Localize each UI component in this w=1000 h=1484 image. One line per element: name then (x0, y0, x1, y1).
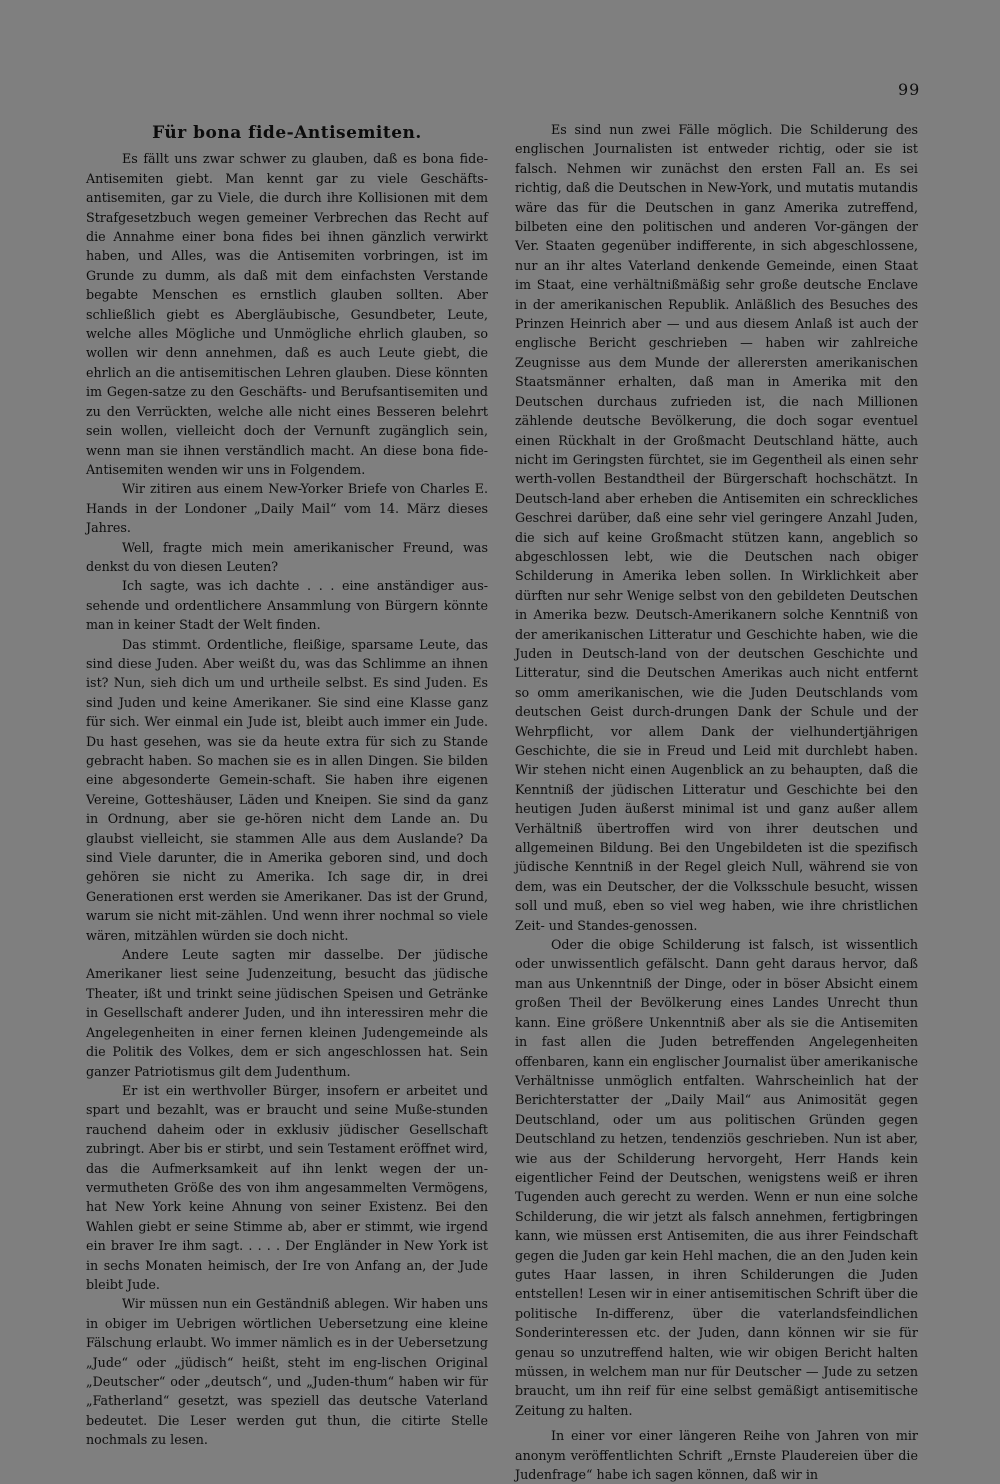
page-number: 99 (898, 80, 921, 99)
paragraph: Wir zitiren aus einem New-Yorker Briefe von Charles E. Hands in der Londoner „Daily Mail“ vom 14. März dieses Jahres. (86, 481, 488, 536)
column-divider (501, 180, 502, 1280)
paragraph: Well, fragte mich mein amerikanischer Freund, was denkst du von diesen Leuten? (86, 539, 488, 574)
paragraph: In einer vor einer längeren Reihe von Jahren von mir anonym veröffentlichten Schrift „Ernste Plaudereien über die Judenfrage“ habe ich sagen können, daß wir in (515, 1428, 918, 1483)
left-column (86, 120, 488, 1450)
paragraph: Andere Leute sagten mir dasselbe. Der jüdische Amerikaner liest seine Judenzeitung, besucht das jüdische Theater, ißt und trinkt seine jüdischen Speisen und Getränke in Gesellschaft anderer Juden, und ihn interessiren mehr die Angelegenheiten in einer fernen kleinen Judengemeinde als die Politik des Volkes, dem er sich angeschlossen hat. Sein ganzer Patriotismus gilt dem Judenthum. (86, 947, 488, 1079)
paragraph: Oder die obige Schilderung ist falsch, ist wissentlich oder unwissentlich gefälscht. Dann geht daraus hervor, daß man aus Unkenntniß der Dinge, oder in böser Absicht einem großen Theil der Bevölkerung eines Landes Unrecht thun kann. Eine größere Unkenntniß aber als sie die Antisemiten in fast allen die Juden betreffenden Angelegenheiten offenbaren, kann ein englischer Journalist über amerikanische Verhältnisse unmöglich entfalten. Wahrscheinlich hat der Berichterstatter der „Daily Mail“ aus Animosität gegen Deutschland, oder um aus politischen Gründen gegen Deutschland zu hetzen, tendenziös geschrieben. Nun ist aber, wie aus der Schilderung hervorgeht, Herr Hands kein eigentlicher Feind der Deutschen, wenigstens weiß er ihren Tugenden auch gerecht zu werden. Wenn er nun eine solche Schilderung, die wir jetzt als falsch annehmen, fertigbringen kann, wie müssen erst Antisemiten, die aus ihrer Feindschaft gegen die Juden gar kein Hehl machen, die an den Juden kein gutes Haar lassen, in ihren Schilderungen die Juden entstellen! Lesen wir in einer antisemitischen Schrift über die politische In-differenz, über die vaterlandsfeindlichen Sonderinteressen etc. der Juden, dann können wir sie für genau so unzutreffend halten, wie wir obigen Bericht halten müssen, in welchem man nur für Deutscher — Jude zu setzen braucht, um ihn reif für eine selbst gemäßigt antisemitische Zeitung zu halten. (515, 937, 918, 1418)
paragraph: Es fällt uns zwar schwer zu glauben, daß es bona fide-Antisemiten giebt. Man kennt gar zu viele Geschäfts-antisemiten, gar zu Viele, die durch ihre Kollisionen mit dem Strafgesetzbuch wegen gemeiner Verbrechen das Recht auf die Annahme einer bona fides bei ihnen gänzlich verwirkt haben, und Alles, was die Antisemiten vorbringen, ist im Grunde zu dumm, als daß mit dem einfachsten Verstande begabte Menschen es ernstlich glauben sollten. Aber schließlich giebt es Abergläubische, Gesundbeter, Leute, welche alles Mögliche und Unmögliche ehrlich glauben, so wollen wir denn annehmen, daß es auch Leute giebt, die ehrlich an die antisemitischen Lehren glauben. Diese könnten im Gegen-satze zu den Geschäfts- und Berufsantisemiten und zu den Verrückten, welche alle nicht eines Besseren belehrt sein wollen, vielleicht doch der Vernunft zugänglich sein, wenn man sie ihnen verständlich macht. An diese bona fide-Antisemiten wenden wir uns in Folgendem. (86, 151, 488, 477)
paragraph: Wir müssen nun ein Geständniß ablegen. Wir haben uns in obiger im Uebrigen wörtlichen Uebersetzung eine kleine Fälschung erlaubt. Wo immer nämlich es in der Uebersetzung „Jude“ oder „jüdisch“ heißt, steht im eng-lischen Original „Deutscher“ oder „deutsch“, und „Juden-thum“ haben wir für „Fatherland“ gesetzt, was speziell das deutsche Vaterland bedeutet. Die Leser werden gut thun, die citirte Stelle nochmals zu lesen. (86, 1296, 488, 1448)
article-title: Für bona fide-Antisemiten. (152, 123, 422, 143)
paragraph: Ich sagte, was ich dachte . . . eine anständiger aus-sehende und ordentlichere Ansammlung von Bürgern könnte man in keiner Stadt der Welt finden. (86, 578, 488, 633)
paragraph: Er ist ein werthvoller Bürger, insofern er arbeitet und spart und bezahlt, was er braucht und seine Muße-stunden rauchend daheim oder in exklusiv jüdischer Gesellschaft zubringt. Aber bis er stirbt, und sein Testament eröffnet wird, das die Aufmerksamkeit auf ihn lenkt wegen der un-vermutheten Größe des von ihm angesammelten Vermögens, hat New York keine Ahnung von seiner Existenz. Bei den Wahlen giebt er seine Stimme ab, aber er stimmt, wie irgend ein braver Ire ihm sagt. . . . . Der Engländer in New York ist in sechs Monaten heimisch, der Ire von Anfang an, der Jude bleibt Jude. (86, 1082, 488, 1292)
paragraph: Das stimmt. Ordentliche, fleißige, sparsame Leute, das sind diese Juden. Aber weißt du, was das Schlimme an ihnen ist? Nun, sieh dich um und urtheile selbst. Es sind Juden. Es sind Juden und keine Amerikaner. Sie sind eine Klasse ganz für sich. Wer einmal ein Jude ist, bleibt auch immer ein Jude. Du hast gesehen, was sie da heute extra für sich zu Stande gebracht haben. So machen sie es in allen Dingen. Sie bilden eine abgesonderte Gemein-schaft. Sie haben ihre eigenen Vereine, Gotteshäuser, Läden und Kneipen. Sie sind da ganz in Ordnung, aber sie ge-hören nicht dem Lande an. Du glaubst vielleicht, sie stammen Alle aus dem Auslande? Da sind Viele darunter, die in Amerika geboren sind, und doch gehören sie nicht zu Amerika. Ich sage dir, in drei Generationen erst werden sie Amerikaner. Das ist der Grund, warum sie nicht mit-zählen. Und wenn ihrer nochmal so viele wären, mitzählen würden sie doch nicht. (86, 636, 488, 943)
paragraph: Es sind nun zwei Fälle möglich. Die Schilderung des englischen Journalisten ist entweder richtig, oder sie ist falsch. Nehmen wir zunächst den ersten Fall an. Es sei richtig, daß die Deutschen in New-York, und mutatis mutandis wäre das für die Deutschen in ganz Amerika zutreffend, bilbeten eine den politischen und anderen Vor-gängen der Ver. Staaten gegenüber indifferente, in sich abgeschlossene, nur an ihr altes Vaterland denkende Gemeinde, einen Staat im Staat, eine verhältnißmäßig sehr große deutsche Enclave in der amerikanischen Republik. Anläßlich des Besuches des Prinzen Heinrich aber — und aus diesem Anlaß ist auch der englische Bericht geschrieben — haben wir zahlreiche Zeugnisse aus dem Munde der allerersten amerikanischen Staatsmänner erhalten, daß man in Amerika mit den Deutschen durchaus zufrieden ist, die nach Millionen zählende deutsche Bevölkerung, die doch sogar eventuel einen Rückhalt in der Großmacht Deutschland hätte, auch nicht im Geringsten fürchtet, sie im Gegentheil als einen sehr werth-vollen Bestandtheil der Bürgerschaft hochschätzt. In Deutsch-land aber erheben die Antisemiten ein schreckliches Geschrei darüber, daß eine sehr viel geringere Anzahl Juden, die sich auf keine Großmacht stützen kann, angeblich so abgeschlossen lebt, wie die Deutschen nach obiger Schilderung in Amerika leben sollen. In Wirklichkeit aber dürften nur sehr Wenige selbst von den gebildeten Deutschen in Amerika bezw. Deutsch-Amerikanern solche Kenntniß von der amerikanischen Litteratur und Geschichte haben, wie die Juden in Deutsch-land von der deutschen Geschichte und Litteratur, sind die Deutschen Amerikas auch nicht entfernt so omm amerikanischen, wie die Juden Deutschlands vom deutschen Geist durch-drungen Dank der Schule und der Wehrpflicht, vor allem Dank der vielhundertjährigen Geschichte, die sie in Freud und Leid mit durchlebt haben. Wir stehen nicht einen Augenblick an zu behaupten, daß die Kenntniß der jüdischen Litteratur und Geschichte bei den heutigen Juden äußerst minimal ist und ganz außer allem Verhältniß übertroffen wird von ihrer deutschen und allgemeinen Bildung. Bei den Ungebildeten ist die spezifisch jüdische Kenntniß in der Regel gleich Null, während sie von dem, was ein Deutscher, der die Volksschule besucht, wissen soll und muß, eben so viel weg haben, wie ihre christlichen Zeit- und Standes-genossen. (515, 122, 918, 933)
right-column (515, 120, 918, 1484)
